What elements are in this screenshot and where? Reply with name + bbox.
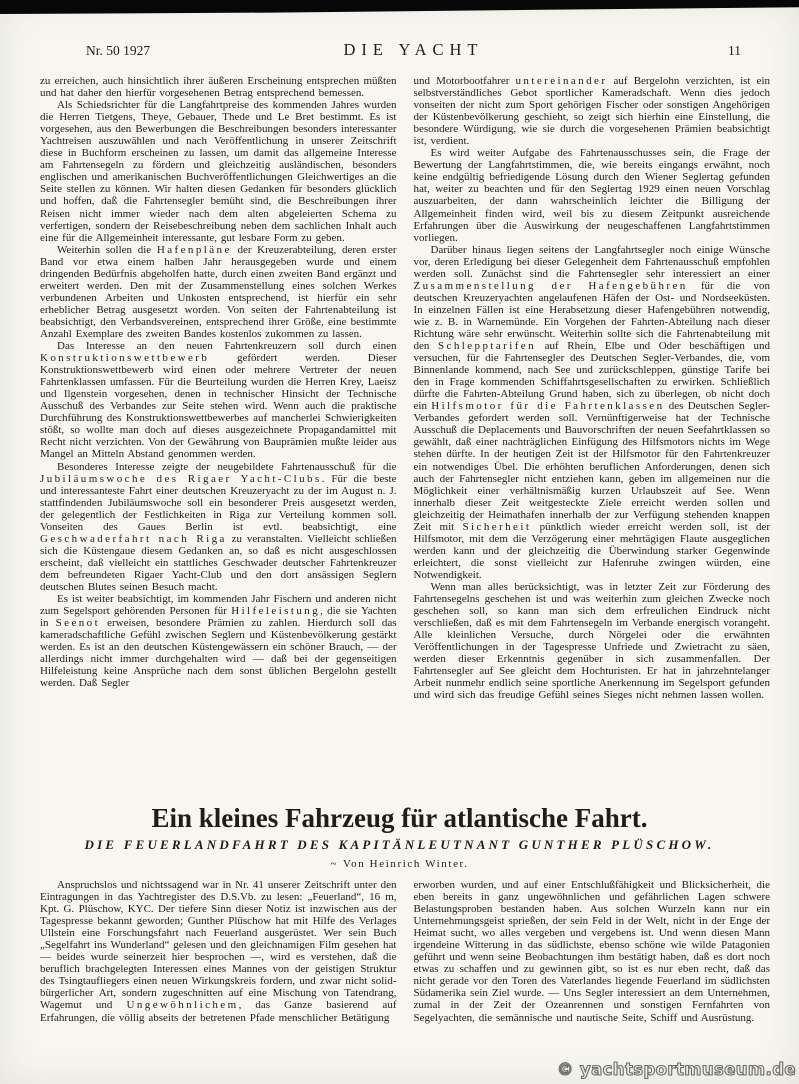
spaced-emphasis-text: Schlepptarifen: [437, 340, 537, 353]
body-text: erworben wurden, und auf einer Entschlußfähigkeit und Blicksicherheit, die eben bereits in ganz ungewöhnlichen und gefährlichen Lagen schwere Belastungsproben bestanden haben. Aus solchen Wurzeln kann nur ein Unternehmungsgeist sprießen, der sein Feld in der Welt, nicht in der Enge der Heimat sucht, wo alles vergeben und vergebens ist. Und wenn diesen Mann irgendeine Witterung in das südlichste, ebenso schöne wie wilde Patagonien geführt und wenn seine Beobachtungen ihm bestätigt haben, daß es dort noch etwas zu schaffen und zu gewinnen gibt, so ist es nur eben recht, daß das nicht gerade vor den Toren des Vaterlandes liegende Feuerland im südlichsten Südamerika sein Ziel wurde. — Uns Segler interessiert an dem Unternehmen, zumal in der Zeit der Ozeanrennen und sonstigen Fernfahrten von Segelyachten, die semännische und nautische Seite, Schiff und Ausrüstung.: [413, 879, 770, 1024]
body-text: erweisen, besondere Prämien zu zahlen. Hierdurch soll das kameradschaftliche Gefühl zwischen Seglern und Küstenbevölkerung gestärkt werden. Es ist an den deutschen Küstengewässern ein schöner Brauch, — der allerdings nicht immer durchgehalten wird — daß bei der gegenseitigen Hilfeleistung keine Ansprüche nach dem sonst üblichen Bergelohn gestellt werden. Daß Segler: [40, 617, 397, 690]
scan-edge-bar: [0, 0, 799, 14]
spaced-emphasis-text: Hilfsmotor für die Fahrtenklassen: [431, 400, 665, 413]
article-title: Ein kleines Fahrzeug für atlantische Fahrt.: [151, 803, 648, 833]
byline-dash: ~: [330, 858, 338, 870]
watermark: © yachtsportmuseum.de: [556, 1060, 796, 1079]
paragraph: [40, 340, 397, 460]
paragraph: [414, 147, 771, 243]
body-text: Das Interesse an den neuen Fahrtenkreuzern soll durch einen: [57, 340, 397, 353]
feature-left-column: [40, 879, 397, 1024]
body-text: Weiterhin sollen die: [57, 243, 157, 256]
spaced-emphasis-text: Seenot: [55, 617, 101, 630]
body-text: Anspruchslos und nichtssagend war in Nr. 41 unserer Zeitschrift unter den Eintragungen in das Yachtregister des D.S.Vb. zu lesen: „Feuerland“, 16 m, Kpt. G. Plüschow, KYC. Der tiefere Sinn dieser Notiz ist inzwischen aus der Tagespresse bekannt geworden; Gunther Plüschow hat mit Hilfe des Verlages Ullstein eine Forschungsfahrt nach Feuerland ausgerüstet. Wer sein Buch „Segelfahrt ins Wunderland“ gelesen und den gleichnamigen Film gesehen hat — beides wurde seinerzeit hier besprochen —, wird es verstehen, daß die beruflich brachgelegten Interessen eines Mannes von der geistigen Struktur des Tsingtaufliegers einen neuen Wirkungskreis fordern, und zwar nicht solid-bürgerlicher Art, sondern zugeschnitten auf eine Mischung von Tatendrang, Wagemut und: [40, 879, 397, 1012]
feature-right-column: [414, 879, 771, 1024]
body-text: , die sie Yachten in: [40, 605, 397, 630]
paragraph: [40, 879, 397, 1024]
continuation-article: [0, 75, 799, 787]
body-text: pünktlich wieder erreicht werden soll, ist der Hilfsmotor, mit dem die Verzögerung einer mehrtägigen Flaute ausgeglichen werden kann und der gleichzeitig die Überwindung starker Gegenwinde erleichtert, die sonst vielleicht zur Hafenruhe zwingen würden, eine Notwendigkeit.: [413, 520, 771, 581]
masthead-title: DIE YACHT: [343, 40, 484, 59]
spaced-emphasis-text: Jubiläumswoche des Rigaer Yacht-Clubs: [40, 472, 322, 485]
spaced-emphasis-text: Hilfeleistung: [231, 605, 321, 618]
body-text: Darüber hinaus liegen seitens der Langfahrtsegler noch einige Wünsche vor, deren Erledigung bei dieser Gelegenheit dem Fahrtenausschuß empfohlen werden soll. Zunächst sind die Fahrtensegler sehr interessiert an einer: [413, 243, 770, 280]
body-text: Es ist weiter beabsichtigt, im kommenden Jahr Fischern und anderen nicht zum Segelsport gehörenden Personen für: [40, 593, 397, 618]
continuation-right-column: [414, 75, 771, 787]
paragraph: [40, 99, 397, 244]
paragraph: [40, 461, 397, 594]
body-text: Besonderes Interesse zeigte der neugebildete Fahrtenausschuß für die: [57, 460, 397, 473]
byline-text: Von Heinrich Winter.: [343, 858, 469, 870]
spaced-emphasis-text: Sicherheit: [462, 520, 532, 533]
paragraph: [40, 593, 397, 689]
body-text: , das Ganze basierend auf Erfahrungen, die völlig abseits der betretenen Pfade menschlicher Betätigung: [40, 999, 397, 1024]
spaced-emphasis-text: untereinander: [515, 75, 608, 87]
feature-article-heading: [0, 803, 799, 870]
body-text: Wenn man alles berücksichtigt, was in letzter Zeit zur Förderung des Fahrtensegelns geschehen ist und was weiterhin zum gleichen Zwecke noch geschehen soll, so kann man sich dem erfreulichen Eindruck nicht verschließen, daß es mit dem Fahrtensegeln im Verbande energisch vorangeht. Alle kleinlichen Versuche, durch Nörgelei oder die erwähnten Veröffentlichungen in der Tagespresse Unfriede und Zwietracht zu säen, werden dieser Erkenntnis gegenüber in sich zusammenfallen. Der Fahrtensegler auf See gleicht dem Hochturisten. Er hat in jahrzehntelanger Arbeit nunmehr endlich seine sportliche Anerkennung im Segelsport gefunden und wird sich das freudige Gefühl seines Sieges nicht nehmen lassen wollen.: [413, 580, 770, 702]
spaced-emphasis-text: Geschwaderfahrt nach Riga: [40, 532, 227, 545]
page-header: [0, 40, 799, 60]
body-text: des Deutschen Segler-Verbandes gefordert werden soll. Vernünftigerweise hat der Technische Ausschuß die Deplacements und Bauvorschriften der neuen Seefahrtklassen so gewählt, daß einer nachträglichen Einfügung des Hilfsmotors nichts im Wege stehen dürfte. In der heutigen Zeit ist der Hilfsmotor für den Fahrtenkreuzer ein notwendiges Übel. Die erhöhten beruflichen Anforderungen, denen sich auch der Fahrtensegler nicht entziehen kann, geben im allgemeinen nur die Möglichkeit einer verhältnismäßig kurzen Urlaubszeit auf See. Wenn innerhalb dieser Zeit weitgesteckte Ziele erreicht werden sollen und gleichzeitig der Heimathafen innerhalb der zur Verfügung stehenden knappen Zeit mit: [413, 400, 771, 533]
paragraph: [414, 581, 771, 701]
spaced-emphasis-text: Ungewöhnlichem: [126, 999, 239, 1012]
feature-article-body: [0, 879, 799, 1024]
body-text: der Kreuzerabteilung, deren erster Band vor etwa einem halben Jahr herausgegeben wurde und einem dringenden Bedürfnis abgeholfen hatte, durch einen zweiten Band ergänzt und erweitert werden. Den mit der Zusammenstellung eines solchen Werkes verbundenen Arbeiten und Unkosten entsprechend, ist hierfür ein sehr erheblicher Betrag ausgesetzt worden. Von seiten der Fahrtenabteilung ist beabsichtigt, den Verbandsvereinen, entsprechend ihrer Größe, eine bestimmte Anzahl Exemplare des zweiten Bandes kostenlos zukommen zu lassen.: [40, 243, 397, 340]
continuation-left-column: [40, 75, 397, 787]
article-subtitle: DIE FEUERLANDFAHRT DES KAPITÄNLEUTNANT GUNTHER PLÜSCHOW.: [84, 837, 715, 852]
article-byline: [0, 858, 799, 870]
body-text: gefördert werden. Dieser Konstruktionswettbewerb wird einen oder mehrere Vertreter der neuen Fahrtenklassen umfassen. Für die Beurteilung wurden die Herren Krey, Laeisz und Ilgenstein vorgesehen, denen in technischer Hinsicht der Technische Ausschuß des Verbandes zur Seite stehen wird. Wenn auch die praktische Durchführung des Konstruktionswettbewerbes auf mancherlei Schwierigkeiten stößt, so wollte man doch auf dieses ausgezeichnete Propagandamittel mit Recht nicht verzichten. Von der Gewährung von Bauprämien mußte leider aus Mangel an Mitteln Abstand genommen werden.: [40, 352, 397, 461]
body-text: auf Rhein, Elbe und Oder beschäftigen und versuchen, für die Fahrtensegler des Deutschen Segler-Verbandes, die, vom Binnenlande kommend, nach See und zurückschleppen, günstige Tarife bei den in Frage kommenden Schiffahrtsgesellschaften zu erwirken. Schließlich dürfte die Fahrten-Abteilung Grund haben, sich zu überlegen, ob nicht doch ein: [413, 340, 770, 413]
paragraph: [414, 244, 771, 581]
spaced-emphasis-text: Hafenpläne: [156, 243, 232, 256]
paragraph: [40, 75, 397, 99]
body-text: zu veranstalten. Vielleicht schließen sich die Küstengaue diesem Gedanken an, so daß es nicht ausgeschlossen erscheint, daß vielleicht ein stattliches Geschwader deutscher Fahrtenkreuzer dem befreundeten Rigaer Yacht-Club und den dort ansässigen Seglern deutschen Blutes seinen Besuch macht.: [40, 532, 397, 593]
body-text: für die von deutschen Kreuzeryachten angelaufenen Häfen der Ost- und Nordseeküsten. In einzelnen Fällen ist eine Herabsetzung dieser Hafengebühren notwendig, wie z. B. in Warnemünde. Ein Vorgehen der Fahrten-Abteilung nach dieser Richtung wäre sehr erwünscht. Weiterhin sollte sich die Fahrtenabteilung mit den: [413, 279, 770, 353]
spaced-emphasis-text: Zusammenstellung der Hafengebühren: [413, 279, 688, 292]
page-number: 11: [728, 43, 741, 58]
paragraph: [414, 879, 771, 1024]
body-text: zu erreichen, auch hinsichtlich ihrer äußeren Erscheinung entsprechen müßten und hat daher den hierfür vorgesehenen Betrag entsprechend bemessen.: [40, 75, 397, 100]
issue-number: Nr. 50 1927: [86, 43, 151, 58]
paragraph: [40, 244, 397, 340]
spaced-emphasis-text: Konstruktionswettbewerb: [40, 352, 210, 365]
body-text: . Für die beste und interessanteste Fahrt einer deutschen Kreuzeryacht zu der im August n. J. stattfindenden Jubiläumswoche soll ein besonderer Preis ausgesetzt werden, der gelegentlich der Festlichkeiten in Riga zur Verteilung kommen soll. Vonseiten des Gaues Berlin ist evtl. beabsichtigt, eine: [40, 472, 397, 533]
body-text: Als Schiedsrichter für die Langfahrtpreise des kommenden Jahres wurden die Herren Tietgens, Theye, Gebauer, Thede und Le Bret bestimmt. Es ist vorgesehen, aus den Bewerbungen die Beschreibungen besonders interessanter Yachtreisen auszuwählen und nach Veröffentlichung in unserer Zeitschrift diese in Buchform erscheinen zu lassen, um damit das allgemeine Interesse am Fahrtensegeln zu fördern und gleichzeitig ausländischen, besonders englischen und amerikanischen Buchveröffentlichungen Gleichwertiges an die Seite stellen zu können. Wir halten diesen Gedanken für besonders glücklich und hoffen, daß die Fahrtensegler bemüht sind, die Beschreibungen ihrer Reisen nicht immer wieder nach dem alten abgeleierten Schema zu verfertigen, sondern der Reisebeschreibung neben dem sachlichen Inhalt auch eine für die Allgemeinheit interessante, gut lesbare Form zu geben.: [40, 99, 397, 244]
paragraph: [414, 75, 771, 147]
body-text: und Motorbootfahrer: [413, 75, 516, 87]
body-text: Es wird weiter Aufgabe des Fahrtenausschusses sein, die Frage der Bewertung der Langfahrtstimmen, die, wie bereits eingangs erwähnt, noch keine endgültig befriedigende Lösung durch den Wiener Seglertag gefunden hat, weiter zu beachten und für den Seglertag 1929 einen neuen Vorschlag auszuarbeiten, der dann wahrscheinlich leichter die Billigung der Allgemeinheit finden wird, weil bis zu diesem Zeitpunkt ausreichende Erfahrungen über die Auswirkung der neugeschaffenen Langfahrtstimmen vorliegen.: [413, 147, 770, 244]
body-text: auf Bergelohn verzichten, ist ein selbstverständliches Gebot sportlicher Kameradschaft. Wenn dies jedoch vonseiten der nicht zum Sport gehörigen Fischer oder sonstigen Angehörigen der Küstenbevölkerung geschieht, so zeigt sich hierhin eine Einstellung, die besondere Würdigung, wie sie durch die vorgesehenen Prämien beabsichtigt ist, verdient.: [413, 75, 770, 148]
